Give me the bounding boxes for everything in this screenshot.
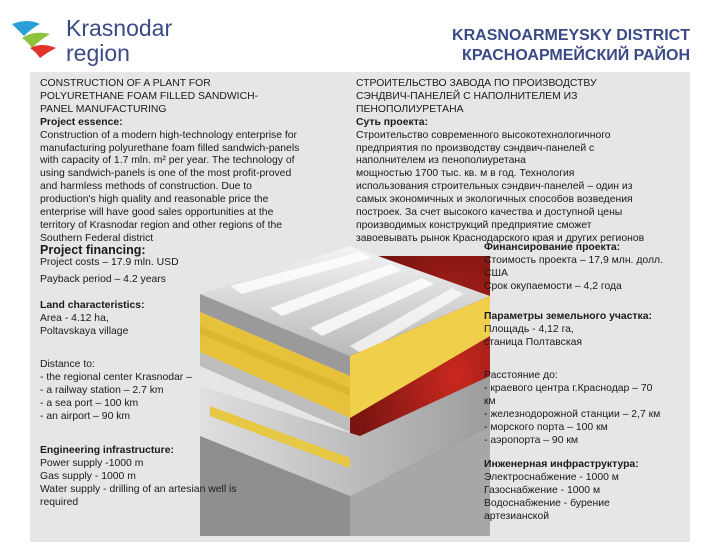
- land-ru-line: станица Полтавская: [484, 336, 583, 348]
- land-en-line: Area - 4.12 ha,: [40, 312, 109, 324]
- header-line-ru: КРАСНОАРМЕЙСКИЙ РАЙОН: [462, 47, 690, 64]
- distance-ru-line: км: [484, 395, 496, 407]
- infra-en-line: Power supply -1000 m: [40, 457, 144, 469]
- russian-infrastructure: [484, 459, 714, 524]
- land-en-line: Poltavskaya village: [40, 325, 129, 337]
- essence-ru-line: самых экономичных и экологичных способов возведения: [356, 194, 633, 206]
- slide-header: [452, 26, 690, 66]
- title-ru-line: ПЕНОПОЛИУРЕТАНА: [356, 103, 464, 115]
- distance-label-ru: Расстояние до:: [484, 370, 558, 381]
- title-en-line: PANEL MANUFACTURING: [40, 103, 167, 115]
- english-project-description: [40, 78, 340, 246]
- header-line-en: KRASNOARMEYSKY DISTRICT: [452, 27, 690, 44]
- distance-ru-line: - морского порта – 100 км: [484, 421, 608, 433]
- essence-label-ru: Суть проекта:: [356, 116, 429, 128]
- land-label-en: Land characteristics:: [40, 300, 145, 311]
- financing-label-en: Project financing:: [40, 243, 146, 257]
- essence-en-line: and harmless methods of construction. Due to: [40, 181, 252, 193]
- infra-en-line: required: [40, 496, 79, 508]
- russian-project-description: [356, 78, 686, 246]
- essence-ru-line: предприятия по производству сэндвич-панелей с: [356, 142, 595, 154]
- logo-mark-icon: [10, 18, 60, 60]
- distance-en-line: - the regional center Krasnodar –: [40, 371, 192, 383]
- financing-label-ru: Финансирование проекта:: [484, 242, 621, 253]
- russian-land: [484, 311, 714, 350]
- essence-ru-line: производимых конструкций предприятие сможет: [356, 219, 592, 231]
- distance-en-line: - a sea port – 100 km: [40, 397, 139, 409]
- essence-en-line: Construction of a modern high-technology enterprise for: [40, 129, 298, 141]
- essence-en-line: enterprise will have good sales opportunities at the: [40, 207, 274, 219]
- payback-ru: Срок окупаемости – 4,2 года: [484, 280, 622, 292]
- essence-ru-line: наполнителем из пенополиуретана: [356, 155, 526, 167]
- project-cost-ru: Стоимость проекта – 17,9 млн. долл.: [484, 254, 663, 266]
- project-cost-unit-ru: США: [484, 267, 508, 279]
- english-financing: [40, 244, 340, 287]
- distance-ru-line: - аэропорта – 90 км: [484, 434, 579, 446]
- project-cost-en: Project costs – 17.9 mln. USD: [40, 257, 179, 268]
- russian-distance: [484, 370, 714, 447]
- infra-ru-line: Электроснабжение - 1000 м: [484, 471, 619, 483]
- essence-en-line: manufacturing polyurethane foam filled sandwich-panels: [40, 142, 300, 154]
- essence-en-line: territory of Krasnodar region and other regions of the: [40, 219, 283, 231]
- title-en-line: POLYURETHANE FOAM FILLED SANDWICH-: [40, 90, 259, 102]
- title-ru-line: СЭНДВИЧ-ПАНЕЛЕЙ С НАПОЛНИТЕЛЕМ ИЗ: [356, 90, 578, 102]
- infra-ru-line: Газоснабжение - 1000 м: [484, 484, 601, 496]
- distance-ru-line: - краевого центра г.Краснодар – 70: [484, 382, 653, 394]
- distance-label-en: Distance to:: [40, 359, 95, 370]
- infra-en-line: Gas supply - 1000 m: [40, 470, 136, 482]
- essence-ru-line: мощностью 1700 тыс. кв. м в год. Технология: [356, 168, 575, 180]
- logo-line-2: region: [66, 40, 130, 66]
- distance-en-line: - a railway station – 2.7 km: [40, 384, 164, 396]
- distance-en-line: - an airport – 90 km: [40, 410, 131, 422]
- infra-ru-line: артезианской: [484, 510, 550, 522]
- logo-line-1: Krasnodar: [66, 15, 173, 41]
- infra-label-en: Engineering infrastructure:: [40, 445, 174, 456]
- title-en-line: CONSTRUCTION OF A PLANT FOR: [40, 78, 211, 89]
- title-ru-line: СТРОИТЕЛЬСТВО ЗАВОДА ПО ПРОИЗВОДСТВУ: [356, 78, 597, 89]
- infra-ru-line: Водоснабжение - бурение: [484, 497, 610, 509]
- essence-en-line: with capacity of 1.7 mln. m² per year. The technology of: [40, 155, 295, 167]
- essence-en-line: using sandwich-panels is one of the most profit-proved: [40, 168, 292, 180]
- payback-en: Payback period – 4.2 years: [40, 273, 166, 285]
- infra-en-line: Water supply - drilling of an artesian well is: [40, 483, 237, 495]
- essence-ru-line: Строительство современного высокотехнологичного: [356, 129, 611, 141]
- essence-en-line: production's high quality and reasonable price the: [40, 194, 269, 206]
- english-distance: [40, 359, 290, 424]
- russian-financing: [484, 242, 714, 294]
- infra-label-ru: Инженерная инфраструктура:: [484, 459, 639, 470]
- essence-en-line: Southern Federal district: [40, 232, 154, 244]
- english-land: [40, 300, 290, 339]
- land-ru-line: Площадь - 4,12 га,: [484, 323, 574, 335]
- land-label-ru: Параметры земельного участка:: [484, 311, 652, 322]
- essence-ru-line: построек. За счет высокого качества и доступной цены: [356, 207, 623, 219]
- english-infrastructure: [40, 445, 300, 510]
- essence-ru-line: завоевывать рынок Краснодарского края и других регионов: [356, 232, 645, 244]
- essence-label-en: Project essence:: [40, 116, 123, 128]
- essence-ru-line: использования строительных сэндвич-панелей – один из: [356, 181, 633, 193]
- distance-ru-line: - железнодорожной станции – 2,7 км: [484, 408, 661, 420]
- krasnodar-region-logo: [10, 15, 210, 68]
